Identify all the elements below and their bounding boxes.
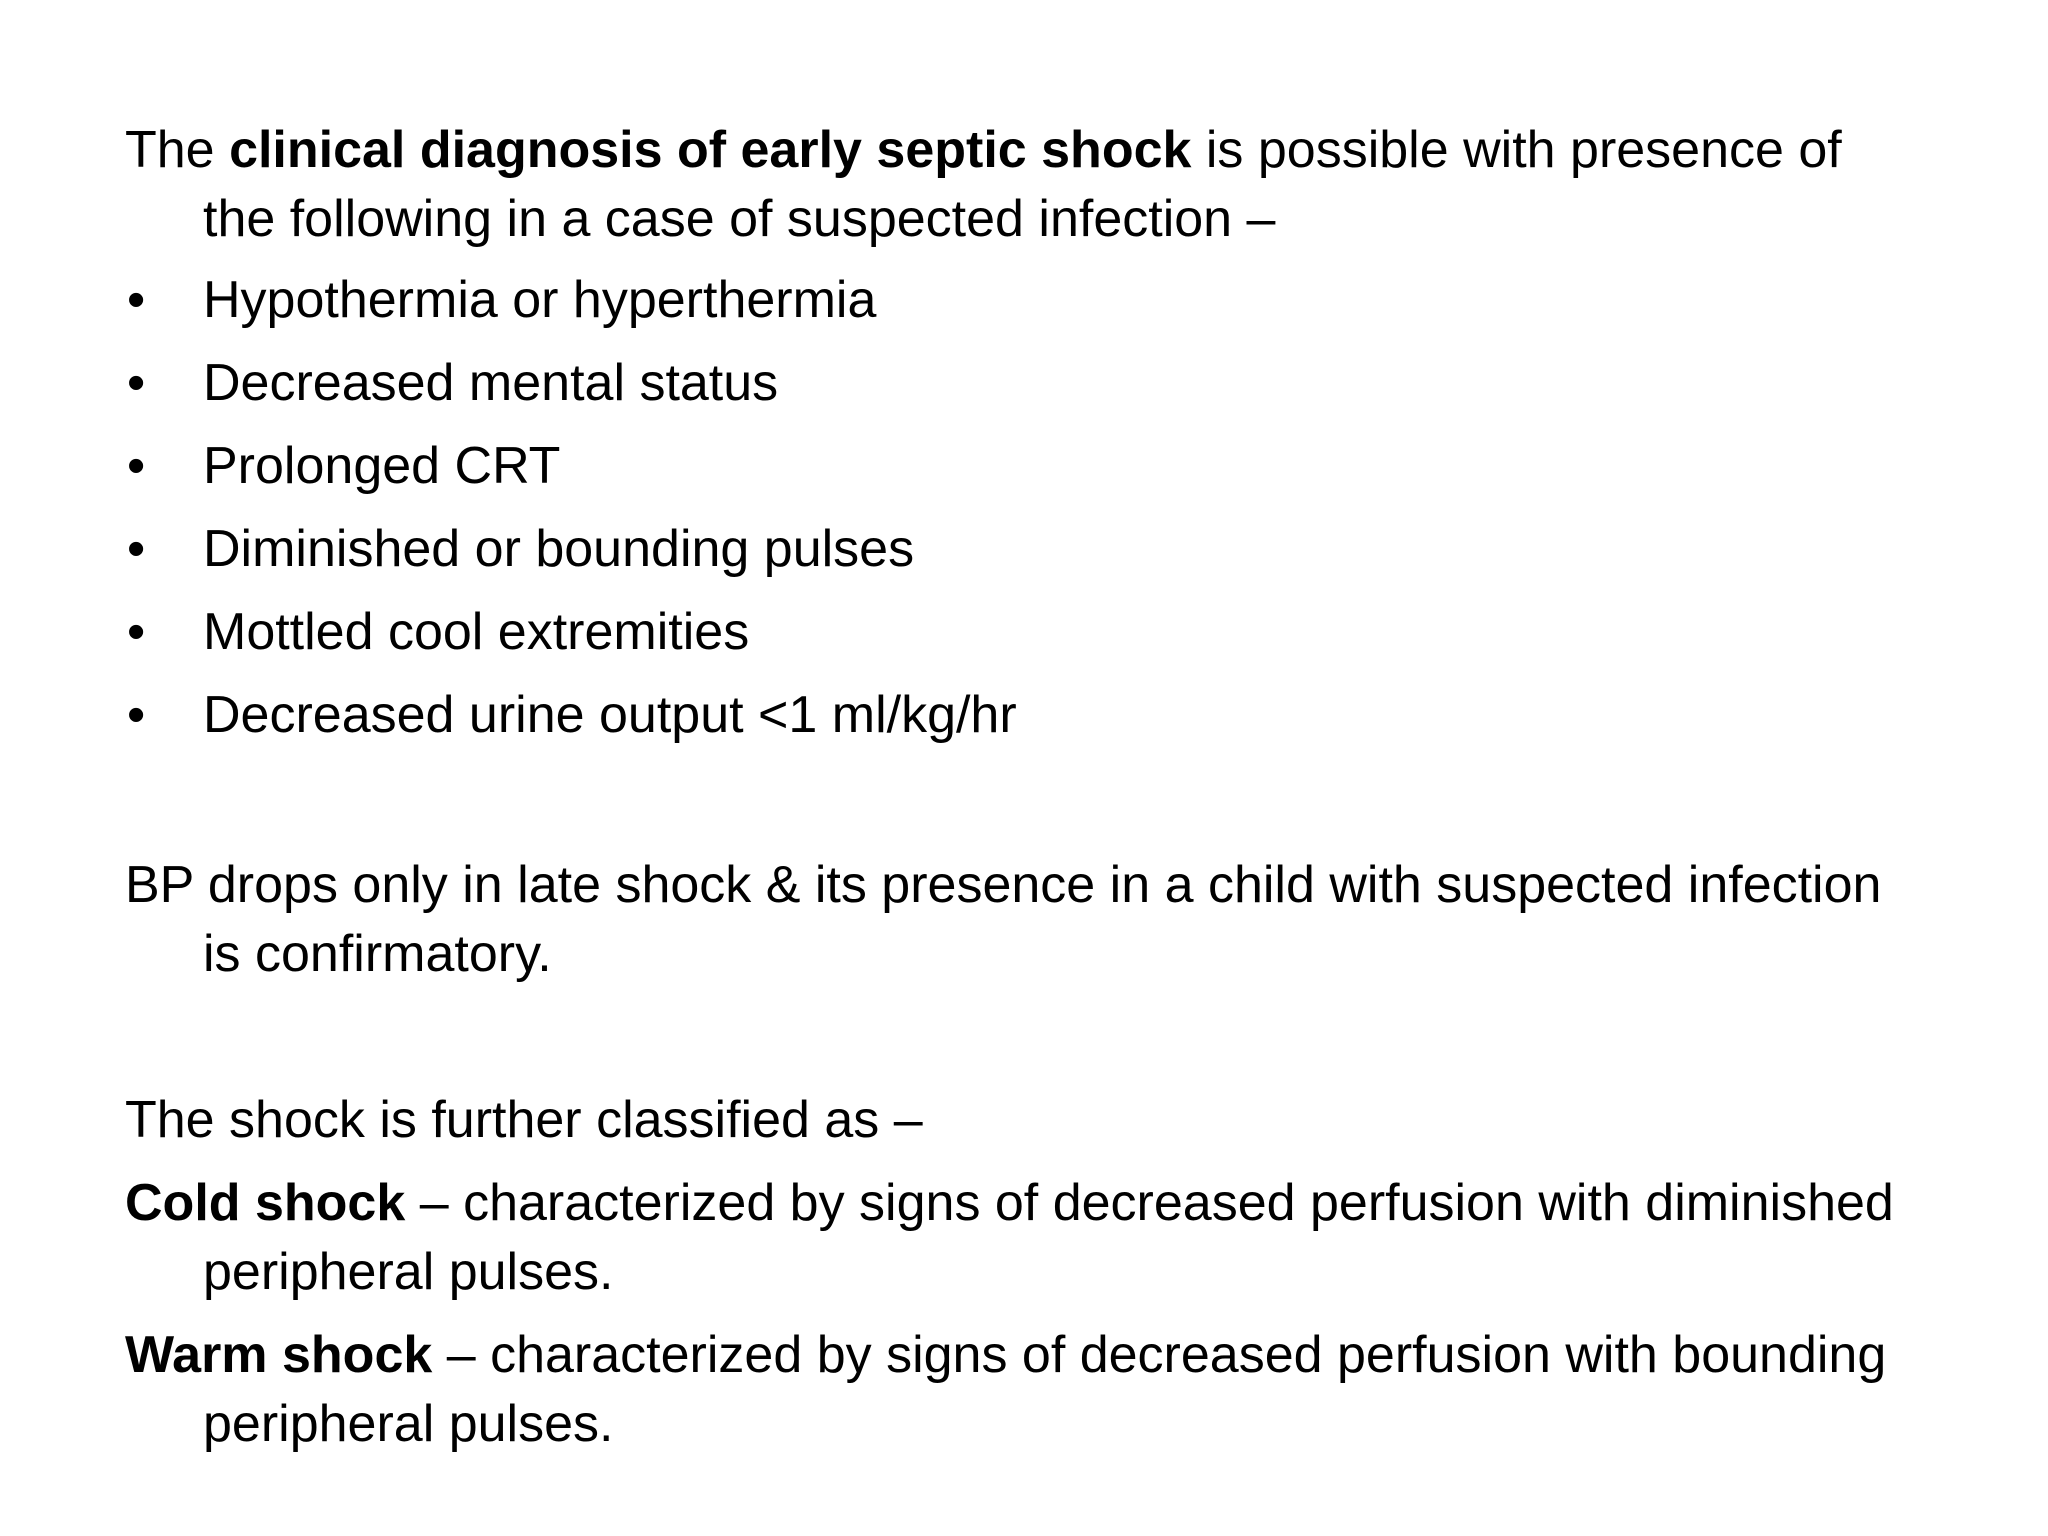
classification-intro: The shock is further classified as – (125, 1091, 923, 1149)
intro-paragraph (125, 116, 1925, 254)
signs-list (125, 266, 1925, 764)
warm-shock-term: Warm shock (125, 1326, 433, 1384)
bullet-icon: • (127, 686, 146, 744)
bullet-icon: • (127, 603, 146, 661)
intro-suffix: is possible with presence of the following in a case of suspected infection – (203, 121, 1842, 248)
warm-shock-definition (125, 1321, 1925, 1459)
intro-bold-term: clinical diagnosis of early septic shock (229, 121, 1192, 179)
cold-shock-definition (125, 1169, 1925, 1307)
list-item (125, 598, 1925, 667)
warm-shock-text: – characterized by signs of decreased perfusion with bounding peripheral pulses. (203, 1326, 1887, 1453)
intro-block (125, 116, 1925, 254)
bullet-icon: • (127, 271, 146, 329)
classification-block (125, 1086, 1925, 1459)
bullet-icon: • (127, 520, 146, 578)
list-item (125, 349, 1925, 418)
intro-prefix: The (125, 121, 230, 179)
list-item (125, 266, 1925, 335)
list-item-text: Diminished or bounding pulses (203, 520, 915, 578)
bp-note-block (125, 851, 1925, 989)
list-item (125, 681, 1925, 750)
cold-shock-term: Cold shock (125, 1174, 406, 1232)
list-item-text: Decreased mental status (203, 354, 779, 412)
list-item (125, 515, 1925, 584)
bp-note-paragraph: BP drops only in late shock & its presence in a child with suspected infection is confirmatory. (125, 856, 1882, 983)
list-item (125, 432, 1925, 501)
list-item-text: Decreased urine output <1 ml/kg/hr (203, 686, 1017, 744)
bullet-icon: • (127, 354, 146, 412)
bullet-icon: • (127, 437, 146, 495)
cold-shock-text: – characterized by signs of decreased perfusion with diminished peripheral pulses. (203, 1174, 1894, 1301)
list-item-text: Prolonged CRT (203, 437, 561, 495)
list-item-text: Hypothermia or hyperthermia (203, 271, 877, 329)
list-item-text: Mottled cool extremities (203, 603, 750, 661)
